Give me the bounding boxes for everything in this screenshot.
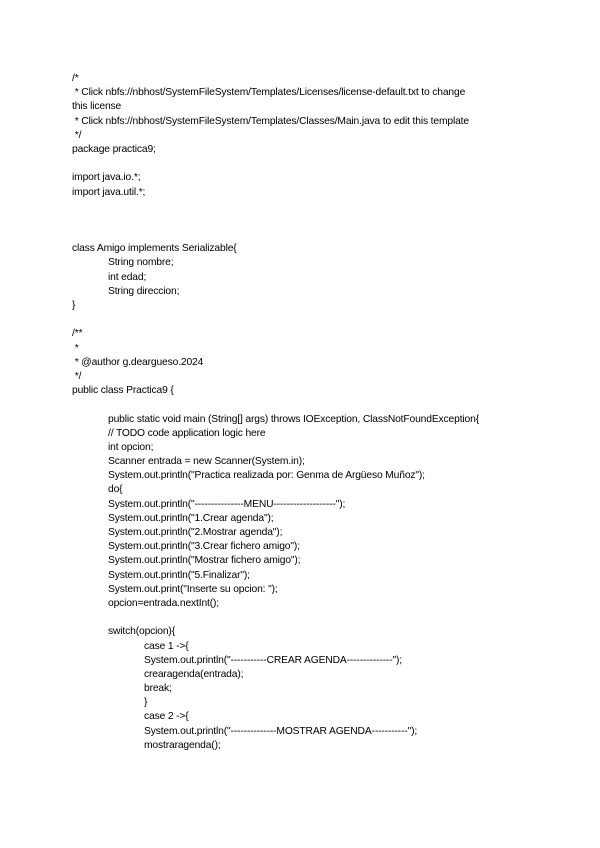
main-class-declaration: public class Practica9 { bbox=[72, 385, 174, 397]
case-body-line: System.out.println("--------------MOSTRAR AGENDA-----------"); bbox=[144, 725, 418, 737]
javadoc-line: /** bbox=[72, 328, 83, 340]
method-body-line: System.out.println("5.Finalizar"); bbox=[108, 569, 250, 581]
method-body-line: System.out.print("Inserte su opcion: "); bbox=[108, 583, 278, 595]
method-body-line: // TODO code application logic here bbox=[108, 427, 266, 439]
javadoc-line: * @author g.deargueso.2024 bbox=[72, 356, 204, 368]
field-line: String nombre; bbox=[108, 257, 174, 269]
header-comment-line: * Click nbfs://nbhost/SystemFileSystem/Templates/Licenses/license-default.txt to change bbox=[72, 87, 466, 99]
header-comment-line: this license bbox=[72, 101, 122, 113]
main-method-signature: public static void main (String[] args) throws IOException, ClassNotFoundException{ bbox=[108, 413, 479, 425]
field-line: String direccion; bbox=[108, 285, 180, 297]
case-label: case 1 ->{ bbox=[144, 640, 189, 652]
javadoc-line: * bbox=[72, 342, 79, 354]
header-comment-line: /* bbox=[72, 73, 79, 84]
amigo-class-close: } bbox=[72, 300, 76, 312]
package-line: package practica9; bbox=[72, 143, 156, 155]
field-line: int edad; bbox=[108, 271, 147, 283]
import-line: import java.io.*; bbox=[72, 172, 141, 184]
method-body-line: System.out.println("Mostrar fichero amigo"); bbox=[108, 555, 301, 567]
amigo-class-declaration: class Amigo implements Serializable{ bbox=[72, 243, 237, 255]
javadoc-line: */ bbox=[72, 370, 82, 382]
case-body-line: System.out.println("-----------CREAR AGENDA--------------"); bbox=[144, 654, 402, 666]
switch-line: switch(opcion){ bbox=[108, 626, 175, 638]
method-body-line: System.out.println("Practica realizada por: Genma de Argüeso Muñoz"); bbox=[108, 470, 425, 482]
method-body-line: System.out.println("---------------MENU-------------------"); bbox=[108, 498, 346, 510]
method-body-line: Scanner entrada = new Scanner(System.in); bbox=[108, 456, 305, 468]
case-body-line: crearagenda(entrada); bbox=[144, 668, 244, 680]
import-line: import java.util.*; bbox=[72, 186, 146, 198]
method-body-line: System.out.println("3.Crear fichero amigo"); bbox=[108, 541, 300, 553]
method-body-line: System.out.println("1.Crear agenda"); bbox=[108, 512, 274, 524]
method-body-line: System.out.println("2.Mostrar agenda"); bbox=[108, 527, 283, 539]
code-text bbox=[72, 72, 542, 753]
method-body-line: opcion=entrada.nextInt(); bbox=[108, 597, 220, 609]
case-label: case 2 ->{ bbox=[144, 711, 189, 723]
method-body-line: do{ bbox=[108, 484, 123, 496]
case-body-line: mostraragenda(); bbox=[144, 739, 221, 751]
header-comment-line: * Click nbfs://nbhost/SystemFileSystem/Templates/Classes/Main.java to edit this template bbox=[72, 115, 469, 127]
header-comment-line: */ bbox=[72, 129, 82, 141]
case-body-line: } bbox=[144, 697, 148, 709]
method-body-line: int opcion; bbox=[108, 441, 154, 453]
case-body-line: break; bbox=[144, 683, 172, 695]
